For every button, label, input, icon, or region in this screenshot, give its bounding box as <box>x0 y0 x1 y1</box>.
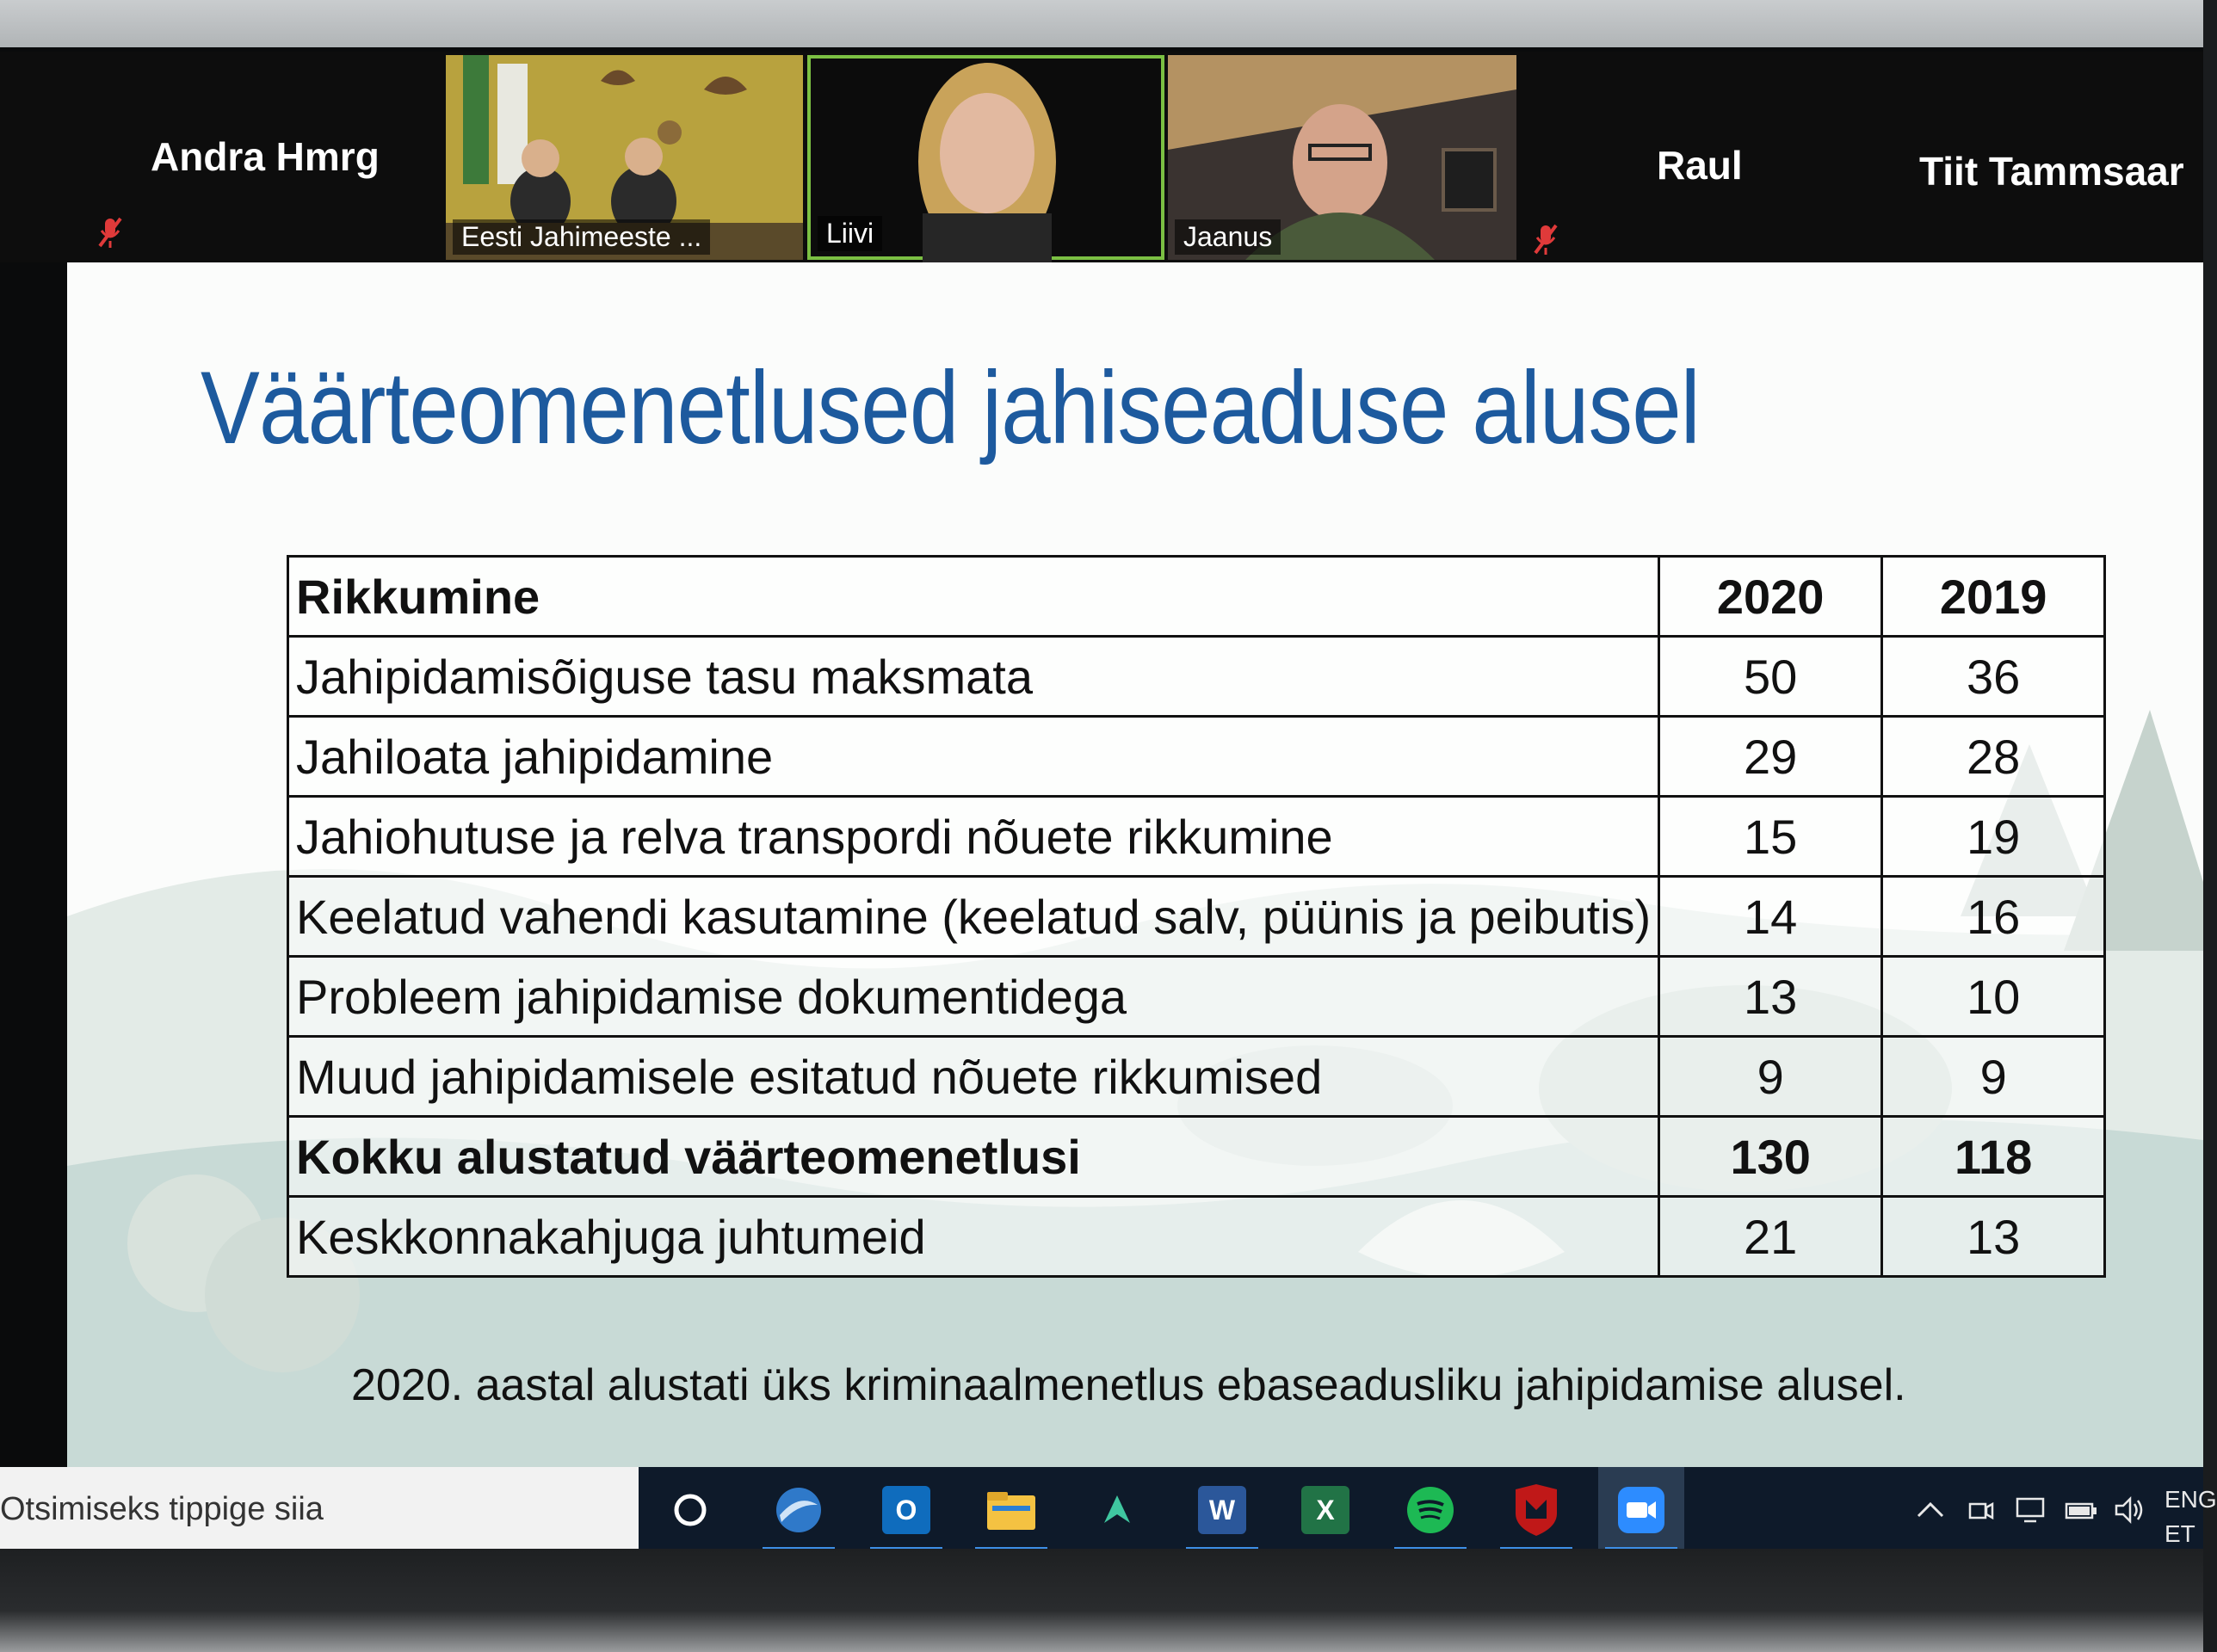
table-row <box>288 717 2105 797</box>
tray-meet-now[interactable] <box>1967 1467 1996 1553</box>
taskbar-app-pen[interactable] <box>1074 1467 1160 1553</box>
row-value-2020: 29 <box>1659 717 1882 797</box>
participant-label-jaanus: Jaanus <box>1175 219 1281 255</box>
speaker-icon <box>2113 1495 2147 1525</box>
table-row <box>288 797 2105 877</box>
cortana-icon <box>671 1491 709 1529</box>
table-total-row <box>288 1117 2105 1197</box>
file-explorer-icon <box>985 1489 1037 1532</box>
row-label: Jahiloata jahipidamine <box>288 717 1659 797</box>
participant-name-tiit: Tiit Tammsaar <box>1919 149 2184 194</box>
row-value-2019: 19 <box>1882 797 2105 877</box>
row-value-2020: 15 <box>1659 797 1882 877</box>
mic-muted-icon <box>96 215 124 250</box>
header-2020: 2020 <box>1659 557 1882 637</box>
cortana-button[interactable] <box>647 1467 733 1553</box>
table-row <box>288 877 2105 957</box>
outlook-icon: O <box>882 1486 930 1534</box>
row-label: Kokku alustatud väärteomenetlusi <box>288 1117 1659 1197</box>
battery-icon <box>2064 1497 2098 1523</box>
video-tile-eesti-jahimeeste[interactable] <box>446 55 803 260</box>
browser-icon <box>773 1484 824 1536</box>
taskbar-app-file-explorer[interactable] <box>968 1467 1054 1553</box>
meet-now-icon <box>1967 1495 1996 1525</box>
row-value-2020: 14 <box>1659 877 1882 957</box>
violations-table <box>287 555 2106 1278</box>
slide-footnote: 2020. aastal alustati üks kriminaalmenetlus ebaseadusliku jahipidamise alusel. <box>351 1360 1906 1410</box>
row-value-2019: 9 <box>1882 1037 2105 1117</box>
taskbar-app-outlook[interactable] <box>863 1467 949 1553</box>
table-header-row <box>288 557 2105 637</box>
header-2019: 2019 <box>1882 557 2105 637</box>
slide-title: Väärteomenetlused jahiseaduse alusel <box>201 350 1700 465</box>
taskbar <box>0 1467 2217 1553</box>
row-value-2019: 10 <box>1882 957 2105 1037</box>
participant-label-liivi: Liivi <box>818 216 882 251</box>
spotify-icon <box>1405 1485 1455 1535</box>
video-tile-jaanus[interactable] <box>1168 55 1516 260</box>
taskbar-search-box[interactable] <box>0 1467 639 1553</box>
monitor-bezel-bottom <box>0 1549 2203 1652</box>
shared-slide <box>67 262 2203 1467</box>
row-label: Muud jahipidamisele esitatud nõuete rikkumised <box>288 1037 1659 1117</box>
row-value-2019: 16 <box>1882 877 2105 957</box>
word-icon: W <box>1198 1486 1246 1534</box>
table-row <box>288 1197 2105 1277</box>
header-rikkumine: Rikkumine <box>288 557 1659 637</box>
row-value-2019: 28 <box>1882 717 2105 797</box>
row-value-2020: 9 <box>1659 1037 1882 1117</box>
input-language-indicator[interactable] <box>2165 1482 2217 1551</box>
mcafee-icon <box>1512 1484 1560 1536</box>
taskbar-app-browser[interactable] <box>756 1467 842 1553</box>
network-icon <box>2014 1495 2048 1525</box>
tray-volume[interactable] <box>2113 1467 2147 1553</box>
tray-overflow-button[interactable] <box>1915 1467 1946 1553</box>
row-label: Jahiohutuse ja relva transpordi nõuete rikkumine <box>288 797 1659 877</box>
taskbar-app-mcafee[interactable] <box>1493 1467 1579 1553</box>
row-value-2019: 118 <box>1882 1117 2105 1197</box>
table-row <box>288 1037 2105 1117</box>
row-value-2020: 130 <box>1659 1117 1882 1197</box>
row-value-2020: 50 <box>1659 637 1882 717</box>
row-label: Jahipidamisõiguse tasu maksmata <box>288 637 1659 717</box>
row-value-2020: 21 <box>1659 1197 1882 1277</box>
taskbar-app-word[interactable] <box>1179 1467 1265 1553</box>
zoom-icon <box>1616 1485 1666 1535</box>
chevron-up-icon <box>1915 1497 1946 1523</box>
monitor-bezel-top <box>0 0 2203 52</box>
participant-name-raul: Raul <box>1657 143 1743 188</box>
row-value-2019: 13 <box>1882 1197 2105 1277</box>
language-layout: ET <box>2165 1520 2195 1547</box>
row-value-2019: 36 <box>1882 637 2105 717</box>
participant-strip <box>0 52 2203 262</box>
table-row <box>288 637 2105 717</box>
row-value-2020: 13 <box>1659 957 1882 1037</box>
taskbar-app-spotify[interactable] <box>1387 1467 1473 1553</box>
taskbar-app-excel[interactable] <box>1282 1467 1368 1553</box>
language-code: ENG <box>2165 1486 2217 1513</box>
participant-label-eesti-jahimeeste: Eesti Jahimeeste ... <box>453 219 710 255</box>
table-row <box>288 957 2105 1037</box>
tray-battery[interactable] <box>2064 1467 2098 1553</box>
video-tile-liivi-active-speaker[interactable] <box>807 55 1164 260</box>
excel-icon: X <box>1301 1486 1349 1534</box>
mic-muted-icon <box>1532 222 1559 256</box>
pen-app-icon <box>1096 1489 1139 1532</box>
search-placeholder: Otsimiseks tippige siia <box>0 1491 324 1527</box>
row-label: Probleem jahipidamise dokumentidega <box>288 957 1659 1037</box>
participant-name-andra: Andra Hmrg <box>151 134 380 179</box>
row-label: Keskkonnakahjuga juhtumeid <box>288 1197 1659 1277</box>
tray-network[interactable] <box>2014 1467 2048 1553</box>
row-label: Keelatud vahendi kasutamine (keelatud salv, püünis ja peibutis) <box>288 877 1659 957</box>
taskbar-app-zoom[interactable] <box>1598 1467 1684 1553</box>
